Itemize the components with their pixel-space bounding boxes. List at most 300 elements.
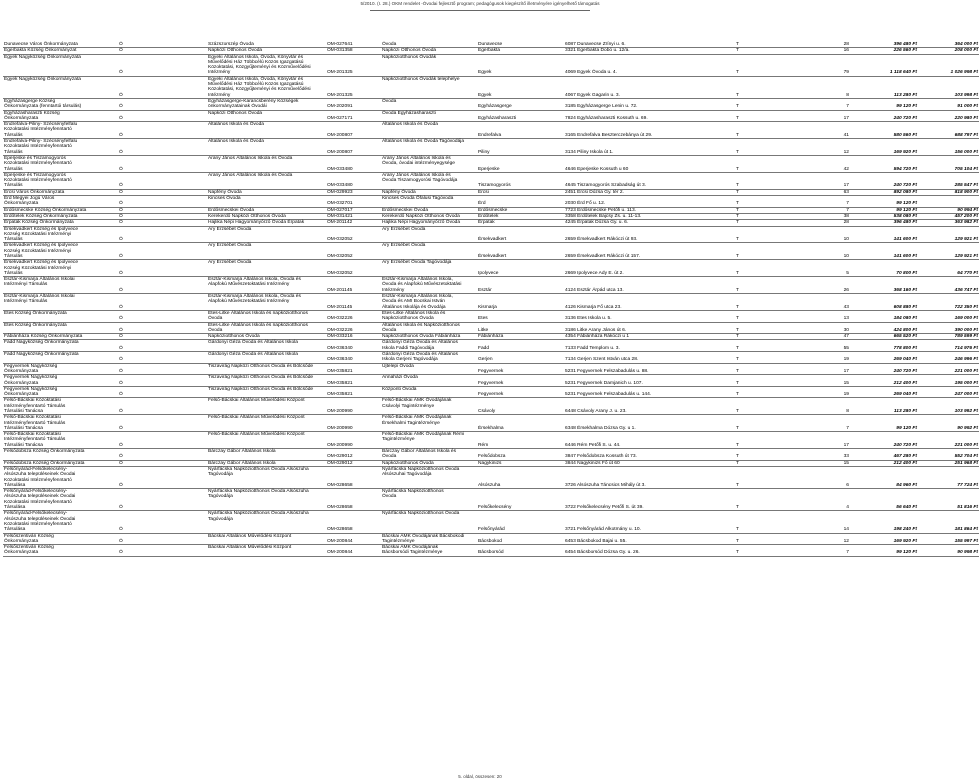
settlement-cell: Ipolyvece bbox=[477, 260, 564, 277]
header-divider bbox=[370, 10, 590, 11]
table-row bbox=[3, 76, 979, 98]
table-row bbox=[3, 352, 979, 364]
count-cell: 38 bbox=[785, 213, 850, 219]
maintainer-cell: Ercsi Város Önkormányzata bbox=[3, 189, 118, 195]
amount-cell: 84 960 Ft bbox=[850, 466, 918, 488]
maintainer-cell: Felsőszentiván Község Önkormányzata bbox=[3, 533, 118, 545]
flag-cell: T bbox=[735, 277, 785, 294]
type-cell: Ó bbox=[118, 545, 207, 557]
count-cell: 7 bbox=[785, 415, 850, 432]
flag-cell: T bbox=[735, 294, 785, 311]
type-cell: Ó bbox=[118, 449, 207, 461]
amount-cell: 198 240 Ft bbox=[850, 511, 918, 533]
institution-table bbox=[3, 42, 979, 557]
table-row bbox=[3, 398, 979, 415]
count-cell: 7 bbox=[785, 545, 850, 557]
om-id-cell: OM-200807 bbox=[326, 139, 381, 156]
maintainer-cell: Fábiánháza Község Önkormányzata bbox=[3, 334, 118, 340]
site-name-cell: Gárdonyi Géza Óvoda és Általános Iskola Faddi Tagóvodája bbox=[381, 340, 477, 352]
address-cell: 7133 Fadd Templom u. 3. bbox=[564, 340, 735, 352]
om-id-cell: OM-028658 bbox=[326, 511, 381, 533]
om-id-cell: OM-200990 bbox=[326, 415, 381, 432]
amount-cell: 70 800 Ft bbox=[850, 260, 918, 277]
institution-cell: Egyházasgerge-Karancsberény Községek önkormányzatainak Óvodái bbox=[207, 98, 326, 110]
settlement-cell: Fegyvernek bbox=[477, 363, 564, 375]
settlement-cell: Fábiánháza bbox=[477, 334, 564, 340]
institution-cell: Etes-Litke Általános Iskola és napköziotthonos Óvoda bbox=[207, 310, 326, 322]
institution-cell: Felső-Bácskai Általános Művelődési Központ bbox=[207, 415, 326, 432]
institution-cell: Kincses Óvoda bbox=[207, 196, 326, 208]
table-row bbox=[3, 449, 979, 461]
settlement-cell: Fegyvernek bbox=[477, 386, 564, 398]
table-row bbox=[3, 122, 979, 139]
om-id-cell: OM-033480 bbox=[326, 172, 381, 189]
institution-cell: Bárczay Gábor Általános Iskola bbox=[207, 460, 326, 466]
flag-cell: T bbox=[735, 340, 785, 352]
amount-cell: 240 720 Ft bbox=[850, 110, 918, 122]
type-cell: Ó bbox=[118, 48, 207, 54]
site-name-cell: Erdősmecskei Óvoda bbox=[381, 207, 477, 213]
site-name-cell: Általános Iskola és Napköziotthonos Óvoda bbox=[381, 322, 477, 334]
table-row bbox=[3, 415, 979, 432]
site-name-cell: Hajlika Népi Hagyományőrző Óvoda bbox=[381, 220, 477, 226]
institution-cell: Felső-Bácskai Általános Művelődési Központ bbox=[207, 398, 326, 415]
site-name-cell: Bácskai ÁMK Óvodájának Bácsbokodi Tagintézménye bbox=[381, 533, 477, 545]
flag-cell: T bbox=[735, 260, 785, 277]
institution-cell: Ary Erzsébet Óvoda bbox=[207, 226, 326, 243]
amount-cell: 212 400 Ft bbox=[850, 375, 918, 387]
site-name-cell: Óvoda bbox=[381, 42, 477, 48]
amount-cell: 99 120 Ft bbox=[850, 415, 918, 432]
support-cell bbox=[918, 196, 979, 208]
site-name-cell: Ary Erzsébet Óvoda Tagóvodája bbox=[381, 260, 477, 277]
maintainer-cell: Felső-Bácskai Közoktatási Intézményfenntartó Társulás Társulási Tanácsa bbox=[3, 398, 118, 415]
type-cell: Ó bbox=[118, 363, 207, 375]
flag-cell: T bbox=[735, 375, 785, 387]
maintainer-cell: Egerbakta Község Önkormányzat bbox=[3, 48, 118, 54]
support-cell: 285 547 Ft bbox=[918, 172, 979, 189]
flag-cell: T bbox=[735, 489, 785, 511]
type-cell: Ó bbox=[118, 277, 207, 294]
type-cell: Ó bbox=[118, 334, 207, 340]
amount-cell: 169 920 Ft bbox=[850, 533, 918, 545]
settlement-cell: Rém bbox=[477, 432, 564, 449]
settlement-cell: Kismarja bbox=[477, 294, 564, 311]
institution-cell: Felső-Bácskai Általános Művelődési Központ bbox=[207, 432, 326, 449]
flag-cell: T bbox=[735, 322, 785, 334]
site-name-cell: Kerekerdő Napközi Otthonos Óvoda bbox=[381, 213, 477, 219]
count-cell: 13 bbox=[785, 310, 850, 322]
settlement-cell: Bácsbokod bbox=[477, 533, 564, 545]
maintainer-cell: Egyek Nagyközség Önkormányzata bbox=[3, 76, 118, 98]
settlement-cell: Egyházasharaszti bbox=[477, 110, 564, 122]
amount-cell: 240 720 Ft bbox=[850, 432, 918, 449]
om-id-cell: OM-027641 bbox=[326, 42, 381, 48]
institution-cell: Tiszavirág Napközi Otthonos Óvoda és Bölcsőde bbox=[207, 363, 326, 375]
om-id-cell: OM-201325 bbox=[326, 54, 381, 76]
settlement-cell: Felsőkelecsény bbox=[477, 489, 564, 511]
site-name-cell: Esztár-Kismarja Általános Iskola, Óvoda és AMI Bocskai István Általános Iskolája és Óvodája bbox=[381, 294, 477, 311]
institution-cell: Általános Iskola és Óvoda bbox=[207, 139, 326, 156]
table-row bbox=[3, 466, 979, 488]
institution-cell: Arany János Általános Iskola és Óvoda bbox=[207, 172, 326, 189]
support-cell: 129 921 Ft bbox=[918, 243, 979, 260]
table-row bbox=[3, 226, 979, 243]
settlement-cell: Érd bbox=[477, 196, 564, 208]
table-row bbox=[3, 54, 979, 76]
count-cell: 10 bbox=[785, 226, 850, 243]
address-cell: 3722 Felsőkelecsény Petőfi S. út 39. bbox=[564, 489, 735, 511]
maintainer-cell: Felsőnyárád-Felsőkelecsény- Alsószuha településeinek Óvodai Közoktatási Intézményfenntartó Társulása bbox=[3, 511, 118, 533]
amount-cell: 141 600 Ft bbox=[850, 226, 918, 243]
flag-cell: T bbox=[735, 352, 785, 364]
type-cell: Ó bbox=[118, 196, 207, 208]
site-name-cell: Etes-Litke Általános Iskola és Napköziotthonos Óvoda bbox=[381, 310, 477, 322]
amount-cell: 424 800 Ft bbox=[850, 322, 918, 334]
address-cell: 4126 Kismarja Fő utca 23. bbox=[564, 294, 735, 311]
site-name-cell: Napköziotthonos Óvoda bbox=[381, 460, 477, 466]
settlement-cell: Egyházasgerge bbox=[477, 98, 564, 110]
flag-cell: T bbox=[735, 466, 785, 488]
maintainer-cell: Érsekvadkert Község és Ipolyvece Község Közoktatási Intézményi Társulás bbox=[3, 226, 118, 243]
table-row bbox=[3, 294, 979, 311]
institution-cell: Tiszavirág Napközi Otthonos Óvoda és Bölcsőde bbox=[207, 375, 326, 387]
amount-cell: 538 080 Ft bbox=[850, 213, 918, 219]
address-cell: 7134 Gerjen Szent István utca 28. bbox=[564, 352, 735, 364]
settlement-cell: Litke bbox=[477, 322, 564, 334]
table-row bbox=[3, 139, 979, 156]
maintainer-cell: Erdősmecske Község Önkormányzata bbox=[3, 207, 118, 213]
site-name-cell: Felső-Bácskai ÁMK Óvodájának Rémi Tagintézménye bbox=[381, 432, 477, 449]
om-id-cell: OM-035821 bbox=[326, 363, 381, 375]
flag-cell: T bbox=[735, 545, 785, 557]
institution-cell: Bárczay Gábor Általános Iskola bbox=[207, 449, 326, 461]
om-id-cell: OM-035821 bbox=[326, 386, 381, 398]
settlement-cell: Erdőtelek bbox=[477, 213, 564, 219]
address-cell: 3844 Nagykinizs Fő út 60 bbox=[564, 460, 735, 466]
om-id-cell: OM-200844 bbox=[326, 545, 381, 557]
count-cell: 6 bbox=[785, 466, 850, 488]
maintainer-cell: Erdőtelek Község Önkormányzata bbox=[3, 213, 118, 219]
settlement-cell: Esztár bbox=[477, 277, 564, 294]
address-cell: 6454 Bácsborsód Dózsa Gy. u. 26. bbox=[564, 545, 735, 557]
om-id-cell: OM-033480 bbox=[326, 155, 381, 172]
flag-cell: T bbox=[735, 122, 785, 139]
type-cell: Ó bbox=[118, 122, 207, 139]
support-cell: 818 900 Ft bbox=[918, 189, 979, 195]
settlement-cell: Tiszamogyorós bbox=[477, 172, 564, 189]
site-name-cell: Napközi Otthonos Óvoda bbox=[381, 48, 477, 54]
support-cell: 251 968 Ft bbox=[918, 460, 979, 466]
address-cell: 3726 Alsószuha Táncsics Mihály út 3. bbox=[564, 466, 735, 488]
amount-cell: 1 118 640 Ft bbox=[850, 54, 918, 76]
flag-cell: T bbox=[735, 189, 785, 195]
address-cell: 3136 Etes Iskola u. 5. bbox=[564, 310, 735, 322]
table-row bbox=[3, 363, 979, 375]
om-id-cell: OM-032052 bbox=[326, 226, 381, 243]
type-cell: Ó bbox=[118, 466, 207, 488]
amount-cell: 396 480 Ft bbox=[850, 42, 918, 48]
om-id-cell: OM-027017 bbox=[326, 207, 381, 213]
maintainer-cell: Etes Község Önkormányzata bbox=[3, 310, 118, 322]
settlement-cell: Fegyvernek bbox=[477, 375, 564, 387]
address-cell: 3134 Piliny Iskola út 1. bbox=[564, 139, 735, 156]
page-footer: 5. oldal, összesen: 20 bbox=[458, 774, 502, 779]
count-cell: 63 bbox=[785, 189, 850, 195]
maintainer-cell: Felső-Bácskai Közoktatási Intézményfenntartó Társulás Társulási Tanácsa bbox=[3, 432, 118, 449]
om-id-cell: OM-031421 bbox=[326, 213, 381, 219]
amount-cell: 226 560 Ft bbox=[850, 48, 918, 54]
institution-cell: Napköziotthonos Óvoda bbox=[207, 334, 326, 340]
flag-cell: T bbox=[735, 48, 785, 54]
type-cell: Ó bbox=[118, 155, 207, 172]
amount-cell: 113 280 Ft bbox=[850, 76, 918, 98]
count-cell: 5 bbox=[785, 260, 850, 277]
om-id-cell: OM-036340 bbox=[326, 340, 381, 352]
count-cell: 43 bbox=[785, 294, 850, 311]
table-row bbox=[3, 545, 979, 557]
amount-cell: 184 080 Ft bbox=[850, 310, 918, 322]
maintainer-cell: Egyházasharaszti Község Önkormányzata bbox=[3, 110, 118, 122]
flag-cell: T bbox=[735, 220, 785, 226]
amount-cell: 368 160 Ft bbox=[850, 277, 918, 294]
support-cell: 64 770 Ft bbox=[918, 260, 979, 277]
amount-cell: 467 280 Ft bbox=[850, 449, 918, 461]
support-cell: 722 350 Ft bbox=[918, 294, 979, 311]
flag-cell: T bbox=[735, 42, 785, 48]
site-name-cell: Gárdonyi Géza Óvoda és Általános Iskola Gerjeni Tagóvodája bbox=[381, 352, 477, 364]
amount-cell: 240 720 Ft bbox=[850, 363, 918, 375]
flag-cell: T bbox=[735, 511, 785, 533]
address-cell: 4124 Esztár Árpád utca 13. bbox=[564, 277, 735, 294]
flag-cell: T bbox=[735, 155, 785, 172]
maintainer-cell: Eperjeske és Tiszamogyorós Közoktatási Intézményfenntartó Társulás bbox=[3, 155, 118, 172]
table-row bbox=[3, 489, 979, 511]
count-cell: 30 bbox=[785, 322, 850, 334]
maintainer-cell: Érpatak Község Önkormányzata bbox=[3, 220, 118, 226]
settlement-cell: Egyek bbox=[477, 76, 564, 98]
support-cell: 1 026 998 Ft bbox=[918, 54, 979, 76]
om-id-cell: OM-200844 bbox=[326, 533, 381, 545]
settlement-cell: Dunavecse bbox=[477, 42, 564, 48]
om-id-cell: OM-032226 bbox=[326, 310, 381, 322]
support-cell: 90 998 Ft bbox=[918, 545, 979, 557]
site-name-cell: Általános Iskola és Óvoda Tagóvodája bbox=[381, 139, 477, 156]
type-cell: Ó bbox=[118, 432, 207, 449]
table-row bbox=[3, 277, 979, 294]
address-cell: 3165 Endrefalva Beszterczebánya út 29. bbox=[564, 122, 735, 139]
table-row bbox=[3, 511, 979, 533]
om-id-cell: OM-202091 bbox=[326, 98, 381, 110]
om-id-cell: OM-201145 bbox=[326, 294, 381, 311]
settlement-cell: Felsődobsza bbox=[477, 449, 564, 461]
om-id-cell: OM-028658 bbox=[326, 466, 381, 488]
om-id-cell: OM-028658 bbox=[326, 489, 381, 511]
type-cell: Ó bbox=[118, 76, 207, 98]
support-cell: 91 000 Ft bbox=[918, 98, 979, 110]
amount-cell: 56 640 Ft bbox=[850, 489, 918, 511]
address-cell: 5231 Fegyvernek Felszabadulás u. 144. bbox=[564, 386, 735, 398]
settlement-cell: Felsőnyárád bbox=[477, 511, 564, 533]
support-cell: 103 998 Ft bbox=[918, 76, 979, 98]
count-cell: 42 bbox=[785, 155, 850, 172]
om-id-cell: OM-201325 bbox=[326, 76, 381, 98]
site-name-cell: Óvoda Egyházasharaszti bbox=[381, 110, 477, 122]
support-cell: 364 000 Ft bbox=[918, 42, 979, 48]
institution-cell: Általános Iskola és Óvoda bbox=[207, 122, 326, 139]
site-name-cell: Napköziotthonos Óvodák bbox=[381, 54, 477, 76]
institution-cell: Esztár-Kismarja Általános Iskola, Óvoda és Alapfokú Művészetoktatási Intézmény bbox=[207, 294, 326, 311]
site-name-cell: Napköziotthonos Óvodák telephelye bbox=[381, 76, 477, 98]
count-cell: 10 bbox=[785, 243, 850, 260]
maintainer-cell: Esztár-Kismarja Általános Iskolai Intézményi Társulás bbox=[3, 294, 118, 311]
amount-cell: 665 520 Ft bbox=[850, 334, 918, 340]
om-id-cell: OM-031358 bbox=[326, 48, 381, 54]
settlement-cell: Piliny bbox=[477, 139, 564, 156]
settlement-cell: Erdősmecske bbox=[477, 207, 564, 213]
om-id-cell: OM-200807 bbox=[326, 122, 381, 139]
maintainer-cell: Felsőnyárád-Felsőkelecsény- Alsószuha településeinek Óvodai Közoktatási Intézményfenntartó Társulása bbox=[3, 489, 118, 511]
amount-cell: 608 880 Ft bbox=[850, 294, 918, 311]
address-cell: 3321 Egerbakta Dobó u. 12/a. bbox=[564, 48, 735, 54]
maintainer-cell: Fegyvernek Nagyközség Önkormányzata bbox=[3, 386, 118, 398]
maintainer-cell: Érsekvadkert Község és Ipolyvece Község Közoktatási Intézményi Társulás bbox=[3, 243, 118, 260]
table-row bbox=[3, 172, 979, 189]
amount-cell: 169 920 Ft bbox=[850, 139, 918, 156]
institution-cell: Bácskai Általános Művelődési Központ bbox=[207, 533, 326, 545]
type-cell: Ó bbox=[118, 460, 207, 466]
count-cell: 12 bbox=[785, 139, 850, 156]
institution-cell: Arany János Általános Iskola és Óvoda bbox=[207, 155, 326, 172]
om-id-cell: OM-200990 bbox=[326, 432, 381, 449]
amount-cell: 269 040 Ft bbox=[850, 352, 918, 364]
flag-cell: T bbox=[735, 432, 785, 449]
type-cell: Ó bbox=[118, 489, 207, 511]
address-cell: 5231 Fegyvernek Felszabadulás u. 88. bbox=[564, 363, 735, 375]
address-cell: 6446 Rém Petőfi S. u. 44. bbox=[564, 432, 735, 449]
count-cell: 19 bbox=[785, 352, 850, 364]
support-cell: 688 797 Ft bbox=[918, 122, 979, 139]
address-cell: 4069 Egyek Óvoda u. 4. bbox=[564, 54, 735, 76]
flag-cell: T bbox=[735, 415, 785, 432]
support-cell: 181 864 Ft bbox=[918, 511, 979, 533]
count-cell: 28 bbox=[785, 42, 850, 48]
settlement-cell: Etes bbox=[477, 310, 564, 322]
flag-cell: T bbox=[735, 533, 785, 545]
amount-cell: 269 040 Ft bbox=[850, 386, 918, 398]
address-cell: 5231 Fegyvernek Damjanich u. 107. bbox=[564, 375, 735, 387]
maintainer-cell: Érsekvadkert Község és Ipolyvece Község Közoktatási Intézményi Társulás bbox=[3, 260, 118, 277]
support-cell: 705 104 Ft bbox=[918, 155, 979, 172]
institution-cell: Etes-Litke Általános Iskola és napköziotthonos Óvoda bbox=[207, 322, 326, 334]
site-name-cell: Napköziotthonos Óvoda Fábiánháza bbox=[381, 334, 477, 340]
om-id-cell: OM-035821 bbox=[326, 375, 381, 387]
table-row bbox=[3, 155, 979, 172]
count-cell: 14 bbox=[785, 511, 850, 533]
site-name-cell: Újtelepi Óvoda bbox=[381, 363, 477, 375]
count-cell: 26 bbox=[785, 277, 850, 294]
settlement-cell: Fadd bbox=[477, 340, 564, 352]
institution-cell: Nyárfácska Napköziotthonos Óvoda Alsószuha Tagóvodája bbox=[207, 489, 326, 511]
support-cell: 155 997 Ft bbox=[918, 533, 979, 545]
maintainer-cell: Fadd Nagyközség Önkormányzata bbox=[3, 352, 118, 364]
amount-cell: 212 400 Ft bbox=[850, 460, 918, 466]
address-cell: 2451 Ercsi Dózsa Gy. tér 2. bbox=[564, 189, 735, 195]
type-cell: Ó bbox=[118, 511, 207, 533]
type-cell: Ó bbox=[118, 352, 207, 364]
institution-cell: Ary Erzsébet Óvoda bbox=[207, 243, 326, 260]
support-cell: 51 816 Ft bbox=[918, 489, 979, 511]
settlement-cell: Ercsi bbox=[477, 189, 564, 195]
site-name-cell: Arany János Általános Iskola és Óvoda, óvodai intézményegysége bbox=[381, 155, 477, 172]
amount-cell: 778 800 Ft bbox=[850, 340, 918, 352]
count-cell: 17 bbox=[785, 363, 850, 375]
amount-cell: 396 480 Ft bbox=[850, 220, 918, 226]
flag-cell: T bbox=[735, 310, 785, 322]
settlement-cell: Bácsborsód bbox=[477, 545, 564, 557]
address-cell: 6348 Érsekhalma Dózsa Gy. u 1. bbox=[564, 415, 735, 432]
om-id-cell: OM-027171 bbox=[326, 110, 381, 122]
institution-cell: Erdősmecskei Óvoda bbox=[207, 207, 326, 213]
site-name-cell: Ary Erzsébet Óvoda bbox=[381, 226, 477, 243]
maintainer-cell: Érd Megyei Jogú Város Önkormányzata bbox=[3, 196, 118, 208]
count-cell: 12 bbox=[785, 533, 850, 545]
support-cell: 90 994 Ft bbox=[918, 207, 979, 213]
settlement-cell: Nagykinizs bbox=[477, 460, 564, 466]
address-cell: 3185 Egyházasgerge Lenin u. 72. bbox=[564, 98, 735, 110]
flag-cell: T bbox=[735, 363, 785, 375]
flag-cell: T bbox=[735, 449, 785, 461]
om-id-cell: OM-029012 bbox=[326, 449, 381, 461]
om-id-cell: OM-032052 bbox=[326, 243, 381, 260]
maintainer-cell: Etes Község Önkormányzata bbox=[3, 322, 118, 334]
table-row bbox=[3, 260, 979, 277]
site-name-cell: Esztár-Kismarja Általános Iskola, Óvoda és Alapfokú Művészetoktatási Intézmény bbox=[381, 277, 477, 294]
address-cell: 6448 Csávoly Arany J. u. 23. bbox=[564, 398, 735, 415]
support-cell: 77 724 Ft bbox=[918, 466, 979, 488]
type-cell: Ó bbox=[118, 42, 207, 48]
institution-cell: Egyeki Általános Iskola, Óvoda, Könyvtár és Művelődési Ház Többcélú Közös Igazgatású Közoktatási, Közgyűjteményi és Közművelődési Intézmény bbox=[207, 76, 326, 98]
type-cell: Ó bbox=[118, 54, 207, 76]
table-row bbox=[3, 196, 979, 208]
support-cell: 246 996 Ft bbox=[918, 352, 979, 364]
type-cell: Ó bbox=[118, 322, 207, 334]
institution-cell: Napközi Otthonos Óvoda bbox=[207, 48, 326, 54]
support-cell: 195 000 Ft bbox=[918, 375, 979, 387]
address-cell: 4354 Fábiánháza Rákóczi u 1 bbox=[564, 334, 735, 340]
count-cell: 8 bbox=[785, 398, 850, 415]
table-row bbox=[3, 243, 979, 260]
amount-cell: 99 120 Ft bbox=[850, 545, 918, 557]
address-cell: 4067 Egyek Gagarin u. 3. bbox=[564, 76, 735, 98]
maintainer-cell: Fegyvernek Nagyközség Önkormányzata bbox=[3, 363, 118, 375]
amount-cell: 99 120 Ft bbox=[850, 196, 918, 208]
type-cell: Ó bbox=[118, 139, 207, 156]
site-name-cell: Általános Iskola és Óvoda bbox=[381, 122, 477, 139]
settlement-cell: Gerjen bbox=[477, 352, 564, 364]
address-cell: 2669 Ipolyvece Ady E. út 2. bbox=[564, 260, 735, 277]
om-id-cell: OM-029012 bbox=[326, 460, 381, 466]
flag-cell: T bbox=[735, 460, 785, 466]
maintainer-cell: Egyházasgerge Község Önkormányzata (fenntartói társulás) bbox=[3, 98, 118, 110]
site-name-cell: Nyárfácska Napköziotthonos Óvoda bbox=[381, 489, 477, 511]
type-cell: Ó bbox=[118, 98, 207, 110]
om-id-cell: OM-033216 bbox=[326, 334, 381, 340]
settlement-cell: Érsekvadkert bbox=[477, 243, 564, 260]
maintainer-cell: Endrefalva-Piliny- Szécsényfelfalu Közoktatási Intézményfenntartó Társulás bbox=[3, 122, 118, 139]
om-id-cell: OM-029923 bbox=[326, 189, 381, 195]
amount-cell: 141 600 Ft bbox=[850, 243, 918, 260]
